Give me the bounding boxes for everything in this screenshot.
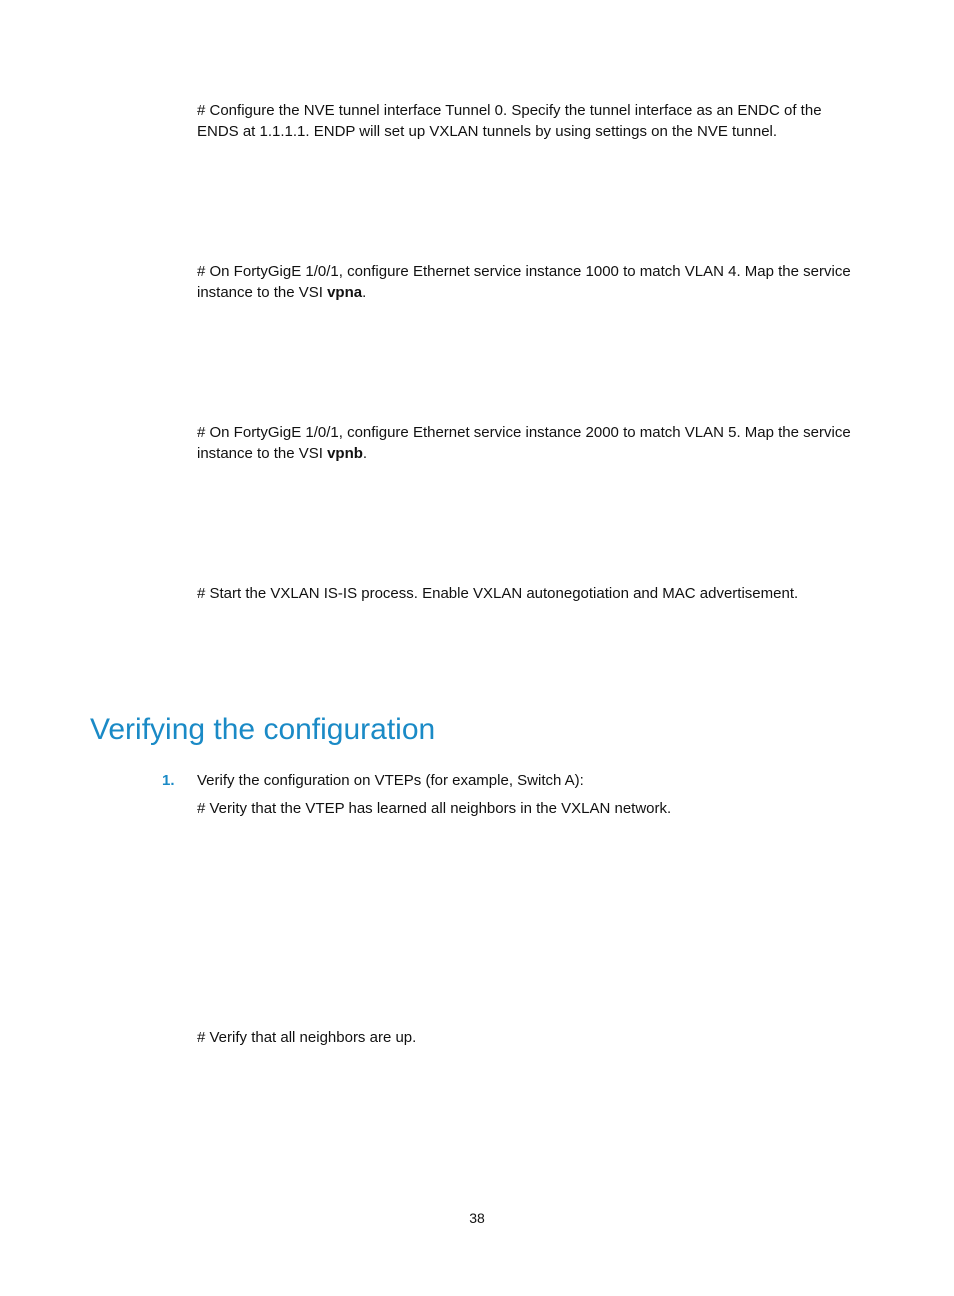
- nve-tunnel-instruction: # Configure the NVE tunnel interface Tunnel 0. Specify the tunnel interface as an ENDC of the ENDS at 1.1.1.1. ENDP will set up VXLAN tunnels by using settings on the NVE tunnel.: [197, 102, 822, 140]
- vpnb-instruction-end: .: [362, 445, 368, 462]
- vpnb-service-instance-instruction: [197, 422, 857, 464]
- vpna-instruction-text: # On FortyGigE 1/0/1, configure Ethernet service instance 1000 to match VLAN 4. Map the service instance to the VSI: [197, 263, 851, 301]
- step-number: 1.: [162, 772, 175, 789]
- page-number: 38: [469, 1210, 485, 1226]
- isis-process-instruction: # Start the VXLAN IS-IS process. Enable VXLAN autonegotiation and MAC advertisement.: [197, 585, 799, 602]
- verify-neighbors-up-instruction: # Verify that all neighbors are up.: [197, 1029, 417, 1046]
- vpna-instruction-end: .: [362, 284, 367, 301]
- section-heading: Verifying the configuration: [90, 713, 436, 746]
- vsi-name-vpna: vpna: [327, 284, 363, 301]
- vpnb-instruction-text: # On FortyGigE 1/0/1, configure Ethernet service instance 2000 to match VLAN 5. Map the service instance to the VSI: [197, 424, 851, 462]
- step-text: Verify the configuration on VTEPs (for example, Switch A):: [197, 772, 584, 789]
- vpna-service-instance-instruction: [197, 261, 857, 303]
- verify-neighbors-learned-instruction: # Verity that the VTEP has learned all neighbors in the VXLAN network.: [197, 800, 672, 817]
- vsi-name-vpnb: vpnb: [327, 445, 363, 462]
